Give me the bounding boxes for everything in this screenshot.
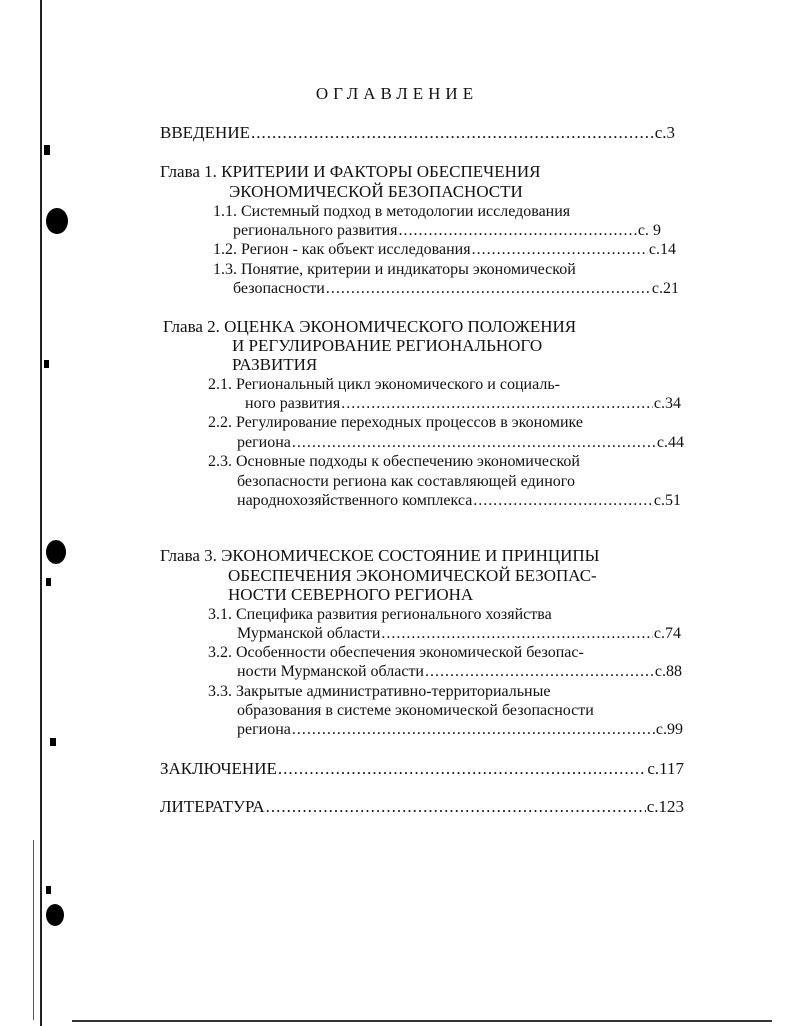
toc-label: народнохозяйственного комплекса [237,492,473,509]
scan-speck [50,738,56,746]
toc-label: ЗАКЛЮЧЕНИЕ [160,759,277,778]
punch-hole [46,540,66,564]
toc-entry-2-3 [237,491,681,511]
section-3-2: 3.2. Особенности обеспечения экономической безопас- [208,644,584,661]
dot-leader [425,662,654,682]
toc-page-number: с.74 [653,625,681,642]
section-3-3: 3.3. Закрытые административно-территориальные [208,683,551,700]
toc-label: безопасности [233,280,325,297]
punch-hole [46,904,64,926]
dot-leader [278,759,646,779]
section-2-2: 2.2. Регулирование переходных процессов в экономике [208,414,583,431]
toc-entry-1-3 [233,279,679,299]
binding-edge-line-secondary [33,840,34,1020]
toc-entry-1-2 [213,240,676,260]
chapter-2-heading: Глава 2. ОЦЕНКА ЭКОНОМИЧЕСКОГО ПОЛОЖЕНИЯ [163,317,577,336]
dot-leader [381,624,653,644]
section-3-3-cont: образования в системе экономической безопасности [237,702,594,719]
toc-page-number: с.99 [655,721,683,738]
section-2-3: 2.3. Основные подходы к обеспечению экономической [208,453,580,470]
toc-page-number: с.44 [656,434,684,451]
chapter-1-heading-cont: ЭКОНОМИЧЕСКОЙ БЕЗОПАСНОСТИ [229,182,523,201]
toc-page-number: с. 9 [637,222,661,239]
chapter-3-heading-cont: ОБЕСПЕЧЕНИЯ ЭКОНОМИЧЕСКОЙ БЕЗОПАС- [228,566,597,585]
toc-page-number: с.123 [646,797,684,816]
toc-entry-3-1 [237,624,681,644]
section-1-3: 1.3. Понятие, критерии и индикаторы экономической [213,261,576,278]
toc-page-number: с.3 [654,123,675,142]
toc-label: Мурманской области [237,625,381,642]
toc-page-number: с.51 [653,492,681,509]
toc-label: ности Мурманской области [237,663,424,680]
scan-speck [46,886,51,894]
page-title: ОГЛАВЛЕНИЕ [315,84,479,103]
toc-label: ВВЕДЕНИЕ [160,123,250,142]
binding-edge-line [40,0,42,1026]
section-2-1: 2.1. Региональный цикл экономического и социаль- [208,376,560,393]
section-1-1: 1.1. Системный подход в методологии исследования [213,203,571,220]
dot-leader [292,433,656,453]
toc-page-number: с.21 [651,280,679,297]
toc-label: региона [237,434,291,451]
toc-entry-2-1 [245,394,681,414]
toc-entry-3-2 [237,662,682,682]
chapter-3-heading: Глава 3. ЭКОНОМИЧЕСКОЕ СОСТОЯНИЕ И ПРИНЦИПЫ [160,546,600,565]
toc-label: регионального развития [233,222,398,239]
toc-entry-intro [160,123,675,143]
dot-leader [473,491,653,511]
dot-leader [326,279,651,299]
toc-entry-3-3 [237,720,683,740]
toc-page-number: с.34 [653,395,681,412]
toc-label: региона [237,721,291,738]
section-3-1: 3.1. Специфика развития регионального хозяйства [208,606,552,623]
dot-leader [341,394,653,414]
chapter-3-heading-cont: НОСТИ СЕВЕРНОГО РЕГИОНА [228,585,474,604]
dot-leader [472,240,648,260]
toc-page-number: с.14 [648,241,676,258]
bottom-scan-rule [72,1020,772,1022]
toc-entry-conclusion [160,759,684,779]
scan-speck [44,360,49,368]
chapter-2-heading-cont: РАЗВИТИЯ [232,355,318,374]
chapter-2-heading-cont: И РЕГУЛИРОВАНИЕ РЕГИОНАЛЬНОГО [232,336,543,355]
toc-label: ного развития [245,395,341,412]
toc-label: ЛИТЕРАТУРА [160,797,265,816]
dot-leader [251,123,654,143]
scan-speck [44,145,50,155]
toc-entry-1-1 [233,221,661,241]
dot-leader [266,797,646,817]
toc-page-number: с.117 [647,759,684,778]
dot-leader [399,221,637,241]
toc-entry-2-2 [237,433,684,453]
toc-entry-literature [160,797,684,817]
toc-label: 1.2. Регион - как объект исследования [213,241,471,258]
dot-leader [292,720,655,740]
section-2-3-cont: безопасности региона как составляющей единого [237,473,575,490]
chapter-1-heading: Глава 1. КРИТЕРИИ И ФАКТОРЫ ОБЕСПЕЧЕНИЯ [160,162,541,181]
punch-hole [46,208,68,234]
toc-page-number: с.88 [654,663,682,680]
scan-speck [46,578,51,586]
